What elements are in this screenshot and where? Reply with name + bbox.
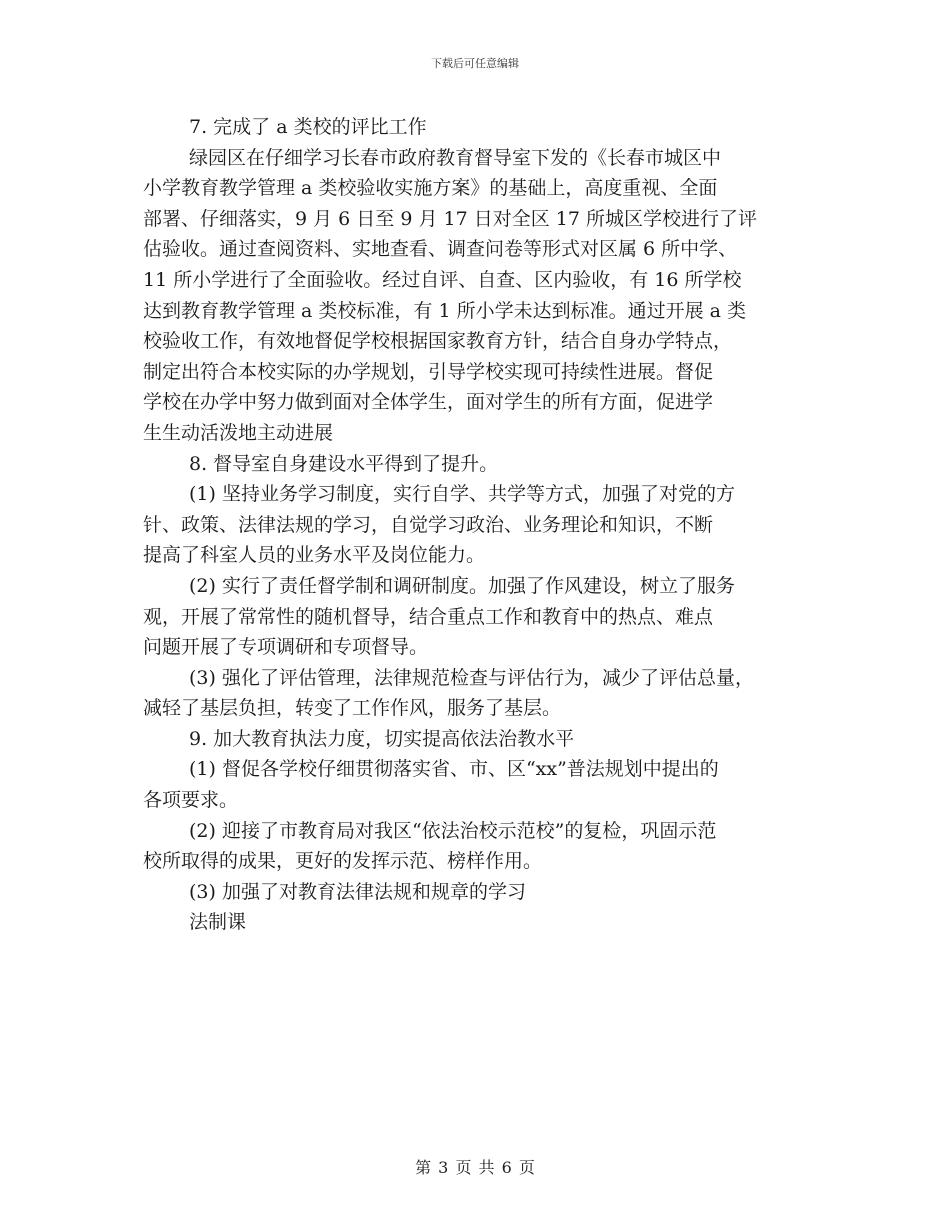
paragraph-line: 学校在办学中努力做到面对全体学生，面对学生的所有方面，促进学	[143, 391, 714, 414]
paragraph-line: 11 所小学进行了全面验收。经过自评、自查、区内验收，有 16 所学校	[143, 268, 742, 291]
paragraph-line: 部署、仔细落实，9 月 6 日至 9 月 17 日对全区 17 所城区学校进行了评	[143, 207, 757, 230]
paragraph-line: (2) 迎接了市教育局对我区“依法治校示范校”的复检，巩固示范	[189, 819, 717, 842]
paragraph-line: 达到教育教学管理 a 类校标准，有 1 所小学未达到标准。通过开展 a 类	[143, 299, 746, 322]
paragraph-line: 法制课	[189, 911, 247, 934]
paragraph-line: 生生动活泼地主动进展	[143, 421, 334, 444]
paragraph-line: 9. 加大教育执法力度，切实提高依法治教水平	[189, 727, 575, 750]
paragraph-line: 针、政策、法律法规的学习，自觉学习政治、业务理论和知识，不断	[143, 513, 714, 536]
paragraph-line: 小学教育教学管理 a 类校验收实施方案》的基础上，高度重视、全面	[143, 177, 718, 200]
paragraph-line: (3) 强化了评估管理，法律规范检查与评估行为，减少了评估总量，	[189, 666, 754, 689]
paragraph-line: 估验收。通过查阅资料、实地查看、调查问卷等形式对区属 6 所中学、	[143, 238, 738, 261]
paragraph-line: (1) 督促各学校仔细贯彻落实省、市、区“xx”普法规划中提出的	[189, 758, 719, 781]
paragraph-line: 提高了科室人员的业务水平及岗位能力。	[143, 544, 486, 567]
page-header: 下载后可任意编辑	[431, 57, 519, 70]
paragraph-line: 减轻了基层负担，转变了工作作风，服务了基层。	[143, 697, 562, 720]
paragraph-line: (3) 加强了对教育法律法规和规章的学习	[189, 880, 526, 903]
paragraph-line: (2) 实行了责任督学制和调研制度。加强了作风建设，树立了服务	[189, 574, 735, 597]
paragraph-line: (1) 坚持业务学习制度，实行自学、共学等方式，加强了对党的方	[189, 483, 735, 506]
body-text	[143, 112, 823, 938]
paragraph-line: 观，开展了常常性的随机督导，结合重点工作和教育中的热点、难点	[143, 605, 714, 628]
paragraph-line: 各项要求。	[143, 789, 239, 812]
paragraph-line: 绿园区在仔细学习长春市政府教育督导室下发的《长春市城区中	[189, 146, 722, 169]
paragraph-line: 校所取得的成果，更好的发挥示范、榜样作用。	[143, 850, 543, 873]
page-footer: 第 3 页 共 6 页	[415, 1158, 535, 1177]
paragraph-line: 问题开展了专项调研和专项督导。	[143, 636, 429, 659]
paragraph-line: 校验收工作，有效地督促学校根据国家教育方针，结合自身办学特点，	[143, 330, 733, 353]
paragraph-line: 8. 督导室自身建设水平得到了提升。	[189, 452, 499, 475]
paragraph-line: 制定出符合本校实际的办学规划，引导学校实现可持续性进展。督促	[143, 360, 714, 383]
paragraph-line: 7. 完成了 a 类校的评比工作	[189, 116, 427, 138]
